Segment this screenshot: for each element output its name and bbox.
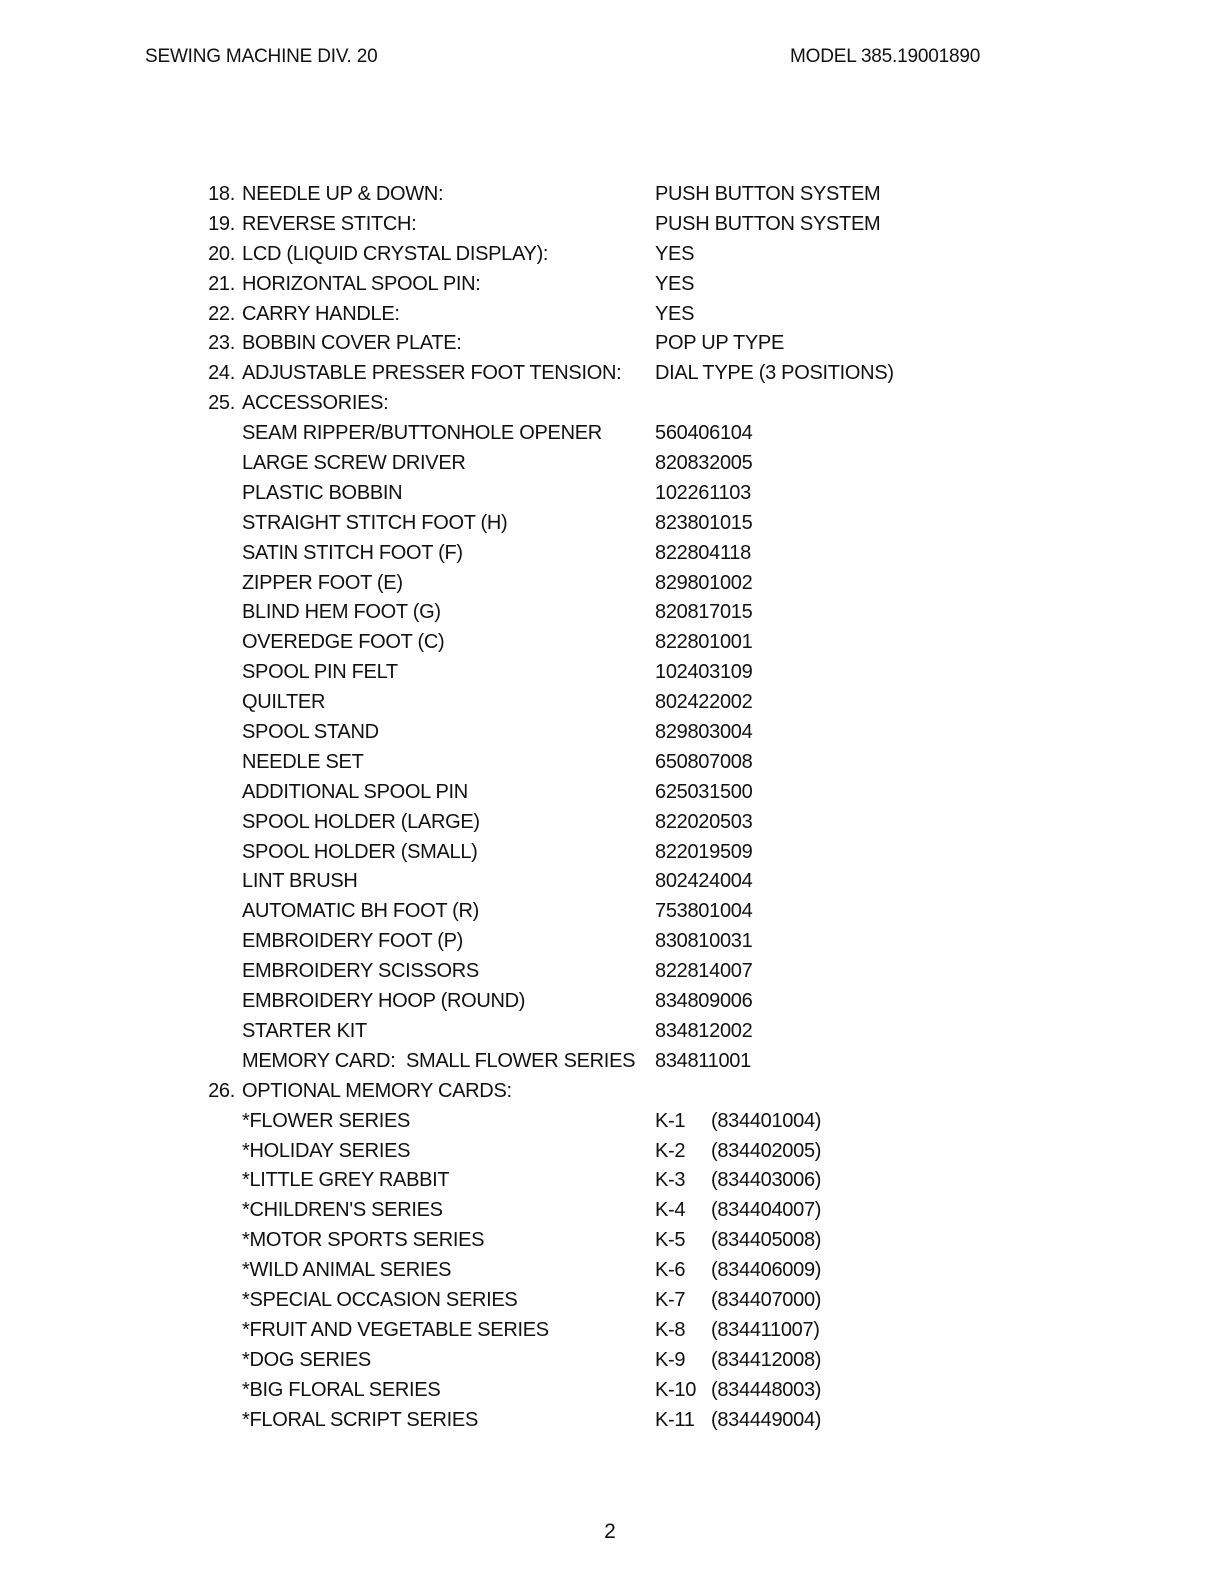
accessory-part-number: 830810031 bbox=[655, 930, 753, 953]
memory-card-name: *BIG FLORAL SERIES bbox=[242, 1378, 441, 1401]
memory-card-name: *FLORAL SCRIPT SERIES bbox=[242, 1408, 478, 1431]
memory-card-row bbox=[0, 1376, 1220, 1406]
memory-card-part-number: (834449004) bbox=[711, 1408, 822, 1431]
accessory-part-number: 102261103 bbox=[655, 481, 751, 504]
accessory-row bbox=[0, 867, 1220, 897]
spec-value: PUSH BUTTON SYSTEM bbox=[655, 183, 881, 205]
spec-number: 21. bbox=[208, 272, 235, 295]
spec-value: YES bbox=[655, 242, 695, 265]
accessory-name: EMBROIDERY HOOP (ROUND) bbox=[242, 990, 526, 1013]
memory-card-part-number: (834411007) bbox=[711, 1318, 820, 1341]
accessory-row bbox=[0, 688, 1220, 718]
accessory-row bbox=[0, 957, 1220, 987]
spec-value: POP UP TYPE bbox=[655, 332, 784, 355]
accessory-row bbox=[0, 539, 1220, 569]
memory-card-name: *SPECIAL OCCASION SERIES bbox=[242, 1288, 518, 1311]
memory-card-code: K-3 bbox=[655, 1169, 686, 1192]
accessory-name: STRAIGHT STITCH FOOT (H) bbox=[242, 511, 508, 534]
memory-card-name: *HOLIDAY SERIES bbox=[242, 1139, 411, 1162]
accessory-name: LINT BRUSH bbox=[242, 870, 358, 893]
spec-number: 26. bbox=[208, 1079, 235, 1102]
accessory-row bbox=[0, 569, 1220, 599]
accessory-row bbox=[0, 1017, 1220, 1047]
spec-label: NEEDLE UP & DOWN: bbox=[242, 183, 444, 205]
accessory-row bbox=[0, 718, 1220, 748]
memory-card-part-number: (834406009) bbox=[711, 1259, 822, 1282]
accessory-row bbox=[0, 748, 1220, 778]
header-division: SEWING MACHINE DIV. 20 bbox=[145, 46, 378, 67]
spec-label: BOBBIN COVER PLATE: bbox=[242, 332, 462, 355]
memory-card-part-number: (834448003) bbox=[711, 1378, 822, 1401]
accessory-name: NEEDLE SET bbox=[242, 750, 364, 773]
memory-card-code: K-5 bbox=[655, 1229, 686, 1252]
accessory-part-number: 829803004 bbox=[655, 721, 753, 744]
spec-label: HORIZONTAL SPOOL PIN: bbox=[242, 272, 481, 295]
memory-card-code: K-4 bbox=[655, 1199, 686, 1222]
spec-row bbox=[0, 240, 1220, 270]
spec-list bbox=[0, 180, 1220, 1435]
accessory-part-number: 822019509 bbox=[655, 840, 753, 863]
accessory-row bbox=[0, 628, 1220, 658]
memory-card-part-number: (834404007) bbox=[711, 1199, 822, 1222]
memory-card-row bbox=[0, 1166, 1220, 1196]
accessory-part-number: 802422002 bbox=[655, 691, 753, 714]
memory-card-row bbox=[0, 1137, 1220, 1167]
accessory-name: ADDITIONAL SPOOL PIN bbox=[242, 780, 468, 803]
spec-number: 18. bbox=[208, 183, 235, 205]
spec-row bbox=[0, 210, 1220, 240]
accessory-row bbox=[0, 449, 1220, 479]
accessory-name: AUTOMATIC BH FOOT (R) bbox=[242, 900, 480, 923]
accessory-name: EMBROIDERY FOOT (P) bbox=[242, 930, 463, 953]
accessory-part-number: 822814007 bbox=[655, 960, 753, 983]
accessory-name: SATIN STITCH FOOT (F) bbox=[242, 541, 463, 564]
accessory-row bbox=[0, 509, 1220, 539]
memory-card-part-number: (834405008) bbox=[711, 1229, 822, 1252]
accessory-row bbox=[0, 1047, 1220, 1077]
memory-card-row bbox=[0, 1226, 1220, 1256]
accessory-name: OVEREDGE FOOT (C) bbox=[242, 631, 445, 654]
memory-card-name: *MOTOR SPORTS SERIES bbox=[242, 1229, 485, 1252]
spec-row bbox=[0, 180, 1220, 210]
accessory-row bbox=[0, 897, 1220, 927]
accessory-part-number: 820832005 bbox=[655, 452, 753, 475]
accessory-name: SPOOL STAND bbox=[242, 721, 379, 744]
accessories-heading-row bbox=[0, 389, 1220, 419]
accessory-part-number: 753801004 bbox=[655, 900, 753, 923]
spec-row bbox=[0, 300, 1220, 330]
accessory-part-number: 802424004 bbox=[655, 870, 753, 893]
spec-label: ADJUSTABLE PRESSER FOOT TENSION: bbox=[242, 362, 622, 385]
accessory-row bbox=[0, 927, 1220, 957]
accessory-part-number: 820817015 bbox=[655, 601, 753, 624]
accessory-row bbox=[0, 479, 1220, 509]
memory-card-part-number: (834401004) bbox=[711, 1109, 822, 1132]
accessory-row bbox=[0, 838, 1220, 868]
accessory-name: SEAM RIPPER/BUTTONHOLE OPENER bbox=[242, 422, 602, 445]
memory-card-row bbox=[0, 1406, 1220, 1436]
header-model: MODEL 385.19001890 bbox=[790, 46, 981, 67]
memory-card-code: K-9 bbox=[655, 1348, 686, 1371]
memory-card-row bbox=[0, 1346, 1220, 1376]
spec-label: CARRY HANDLE: bbox=[242, 302, 400, 325]
memory-card-part-number: (834402005) bbox=[711, 1139, 822, 1162]
accessory-name: BLIND HEM FOOT (G) bbox=[242, 601, 441, 624]
memory-card-row bbox=[0, 1316, 1220, 1346]
accessory-row bbox=[0, 778, 1220, 808]
spec-label: REVERSE STITCH: bbox=[242, 212, 417, 235]
spec-number: 23. bbox=[208, 332, 235, 355]
memory-card-code: K-10 bbox=[655, 1378, 697, 1401]
memory-card-row bbox=[0, 1196, 1220, 1226]
accessory-part-number: 650807008 bbox=[655, 750, 753, 773]
memory-card-row bbox=[0, 1107, 1220, 1137]
memory-card-name: *FRUIT AND VEGETABLE SERIES bbox=[242, 1318, 549, 1341]
spec-row bbox=[0, 329, 1220, 359]
accessory-row bbox=[0, 658, 1220, 688]
accessory-name: SPOOL PIN FELT bbox=[242, 661, 398, 684]
spec-number: 25. bbox=[208, 392, 235, 415]
spec-value: YES bbox=[655, 272, 695, 295]
spec-row bbox=[0, 270, 1220, 300]
memory-card-code: K-7 bbox=[655, 1288, 686, 1311]
memory-card-part-number: (834403006) bbox=[711, 1169, 822, 1192]
memory-card-code: K-6 bbox=[655, 1259, 686, 1282]
accessory-part-number: 102403109 bbox=[655, 661, 753, 684]
accessories-heading: ACCESSORIES: bbox=[242, 392, 389, 415]
accessory-name: SPOOL HOLDER (LARGE) bbox=[242, 810, 480, 833]
memory-card-part-number: (834412008) bbox=[711, 1348, 822, 1371]
accessory-part-number: 560406104 bbox=[655, 422, 753, 445]
memory-card-name: *CHILDREN'S SERIES bbox=[242, 1199, 443, 1222]
spec-row bbox=[0, 359, 1220, 389]
accessory-part-number: 625031500 bbox=[655, 780, 753, 803]
accessory-name: ZIPPER FOOT (E) bbox=[242, 571, 403, 594]
accessory-part-number: 822801001 bbox=[655, 631, 753, 654]
accessory-row bbox=[0, 419, 1220, 449]
memory-card-name: *LITTLE GREY RABBIT bbox=[242, 1169, 450, 1192]
spec-number: 20. bbox=[208, 242, 235, 265]
memory-card-code: K-8 bbox=[655, 1318, 686, 1341]
memory-card-row bbox=[0, 1286, 1220, 1316]
spec-label: LCD (LIQUID CRYSTAL DISPLAY): bbox=[242, 242, 549, 265]
accessory-name: STARTER KIT bbox=[242, 1019, 367, 1042]
spec-value: YES bbox=[655, 302, 695, 325]
memory-card-code: K-11 bbox=[655, 1408, 695, 1431]
accessory-name: EMBROIDERY SCISSORS bbox=[242, 960, 479, 983]
accessory-name: SPOOL HOLDER (SMALL) bbox=[242, 840, 478, 863]
accessory-part-number: 822804118 bbox=[655, 541, 751, 564]
accessory-part-number: 834811001 bbox=[655, 1049, 751, 1072]
accessory-part-number: 829801002 bbox=[655, 571, 753, 594]
memory-card-name: *FLOWER SERIES bbox=[242, 1109, 411, 1132]
memory-card-part-number: (834407000) bbox=[711, 1288, 822, 1311]
accessory-name: QUILTER bbox=[242, 691, 326, 714]
spec-value: PUSH BUTTON SYSTEM bbox=[655, 212, 881, 235]
accessory-row bbox=[0, 598, 1220, 628]
accessory-name: LARGE SCREW DRIVER bbox=[242, 452, 466, 475]
accessory-part-number: 823801015 bbox=[655, 511, 753, 534]
accessory-part-number: 834809006 bbox=[655, 990, 753, 1013]
spec-value: DIAL TYPE (3 POSITIONS) bbox=[655, 362, 894, 385]
memory-card-code: K-2 bbox=[655, 1139, 686, 1162]
spec-number: 24. bbox=[208, 362, 235, 385]
memory-cards-heading-row bbox=[0, 1077, 1220, 1107]
accessory-row bbox=[0, 987, 1220, 1017]
memory-card-code: K-1 bbox=[655, 1109, 686, 1132]
memory-cards-heading: OPTIONAL MEMORY CARDS: bbox=[242, 1079, 512, 1102]
accessory-part-number: 834812002 bbox=[655, 1019, 753, 1042]
accessory-name: MEMORY CARD: SMALL FLOWER SERIES bbox=[242, 1049, 636, 1072]
memory-card-name: *WILD ANIMAL SERIES bbox=[242, 1259, 452, 1282]
memory-card-name: *DOG SERIES bbox=[242, 1348, 371, 1371]
spec-number: 22. bbox=[208, 302, 235, 325]
accessory-part-number: 822020503 bbox=[655, 810, 753, 833]
accessory-row bbox=[0, 808, 1220, 838]
spec-number: 19. bbox=[208, 212, 235, 235]
accessory-name: PLASTIC BOBBIN bbox=[242, 481, 403, 504]
memory-card-row bbox=[0, 1256, 1220, 1286]
page-number: 2 bbox=[604, 1520, 616, 1543]
